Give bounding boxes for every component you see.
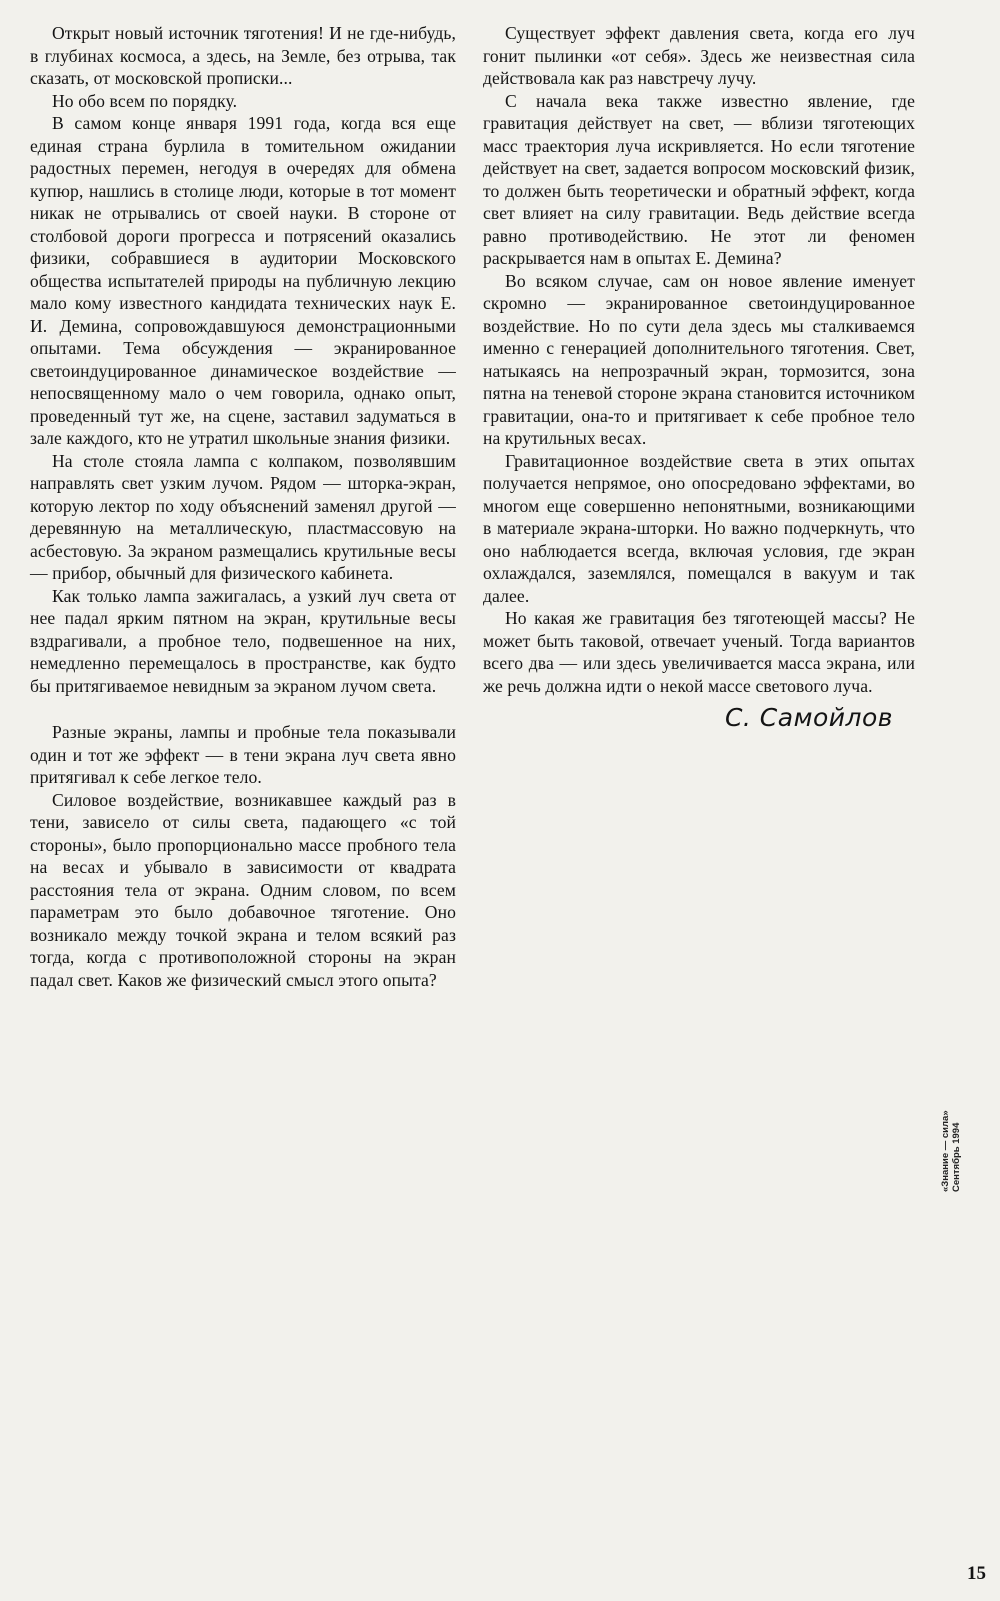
paragraph: Открыт новый источник тяготения! И не где-нибудь, в глубинах космоса, а здесь, на Земле, без отрыва, так сказать, от московской прописки... — [30, 23, 456, 88]
magazine-issue: Сентябрь 1994 — [951, 1122, 962, 1192]
magazine-credit — [940, 1110, 962, 1192]
paragraph: Силовое воздействие, возникавшее каждый раз в тени, зависело от силы света, падающего «с той стороны», было пропорционально массе пробного тела на весах и убывало в зависимости от квадрата расстояния тела от экрана. Одним словом, по всем параметрам это было добавочное тяготение. Оно возникало между точкой экрана и телом всякий раз тогда, когда с противоположной стороны на экран падал свет. Каков же физический смысл этого опыта? — [30, 789, 456, 990]
paragraph: Во всяком случае, сам он новое явление именует скромно — экранированное светоиндуцированное воздействие. Но по сути дела здесь мы сталкиваемся именно с генерацией дополнительного тяготения. Свет, натыкаясь на непрозрачный экран, тормозится, зона пятна на теневой стороне экрана становится источником гравитации, она-то и притягивает к себе пробное тело на крутильных весах. — [483, 270, 915, 448]
page-number: 15 — [967, 1563, 986, 1584]
paragraph: Как только лампа зажигалась, а узкий луч света от нее падал ярким пятном на экран, крутильные весы вздрагивали, а пробное тело, подвешенное на них, немедленно перемещалось в пространстве, как будто бы притягиваемое невидным за экраном лучом света. — [30, 585, 456, 696]
article-column-right — [483, 22, 915, 730]
paragraph: С начала века также известно явление, где гравитация действует на свет, — вблизи тяготеющих масс траектория луча искривляется. Но если тяготение действует на свет, задается вопросом московский физик, то должен быть теоретически и обратный эффект, когда свет влияет на силу гравитации. Ведь действие всегда равно противодействию. Не этот ли феномен раскрывается нам в опытах Е. Демина? — [483, 90, 915, 268]
article-column-left — [30, 22, 456, 991]
paragraph: Но обо всем по порядку. — [52, 90, 238, 111]
magazine-title: «Знание — сила» — [940, 1110, 951, 1192]
paragraph: Но какая же гравитация без тяготеющей массы? Не может быть таковой, отвечает ученый. Тогда вариантов всего два — или здесь увеличивается масса экрана, или же речь должна идти о некой массе светового луча. — [483, 608, 915, 696]
paragraph: Разные экраны, лампы и пробные тела показывали один и тот же эффект — в тени экрана луч света явно притягивал к себе легкое тело. — [30, 722, 456, 787]
paragraph: На столе стояла лампа с колпаком, позволявшим направлять свет узким лучом. Рядом — шторка-экран, которую лектор по ходу объяснений заменял другой — деревянную на металлическую, пластмассовую на асбестовую. За экраном размещались крутильные весы — прибор, обычный для физического кабинета. — [30, 450, 456, 583]
author-signature: С. Самойлов — [724, 703, 893, 732]
paragraph: В самом конце января 1991 года, когда вся еще единая страна бурлила в томительном ожидании радостных перемен, негодуя в очередях для обмена купюр, нашлись в столице люди, которые в тот момент никак не отрывались от своей науки. В стороне от столбовой дороги прогресса и потрясений оказались физики, собравшиеся в аудитории Московского общества испытателей природы на публичную лекцию мало кому известного кандидата технических наук Е. И. Демина, сопровождавшуюся демонстрационными опытами. Тема обсуждения — экранированное светоиндуцированное динамическое воздействие — непосвященному мало о чем говорила, однако опыт, проведенный тут же, на сцене, заставил задуматься в зале каждого, кто не утратил школьные знания физики. — [30, 113, 456, 448]
paragraph: Существует эффект давления света, когда его луч гонит пылинки «от себя». Здесь же неизвестная сила действовала как раз навстречу лучу. — [483, 23, 915, 88]
paragraph: Гравитационное воздействие света в этих опытах получается непрямое, оно опосредовано эффектами, во многом еще совершенно непонятными, возникающими в материале экрана-шторки. Но важно подчеркнуть, что оно наблюдается всегда, включая условия, где экран охлаждался, заземлялся, помещался в вакуум и так далее. — [483, 450, 915, 606]
